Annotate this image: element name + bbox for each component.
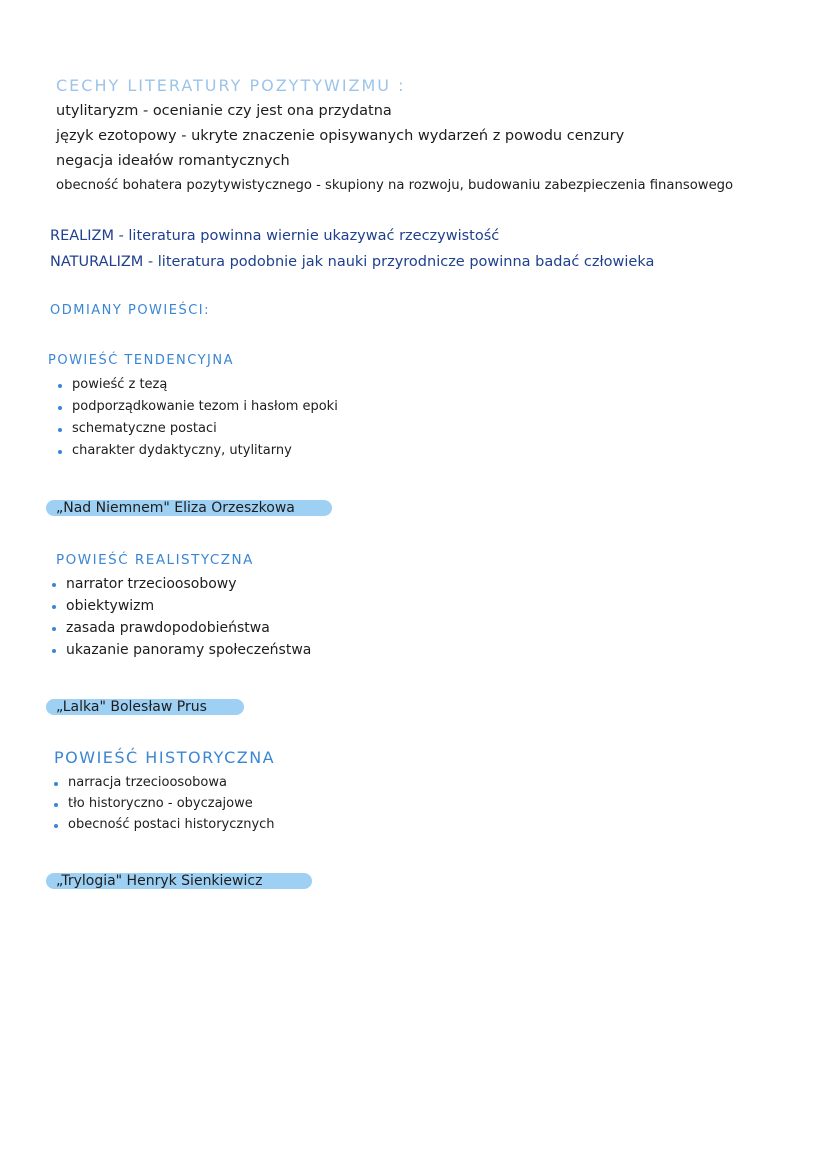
list-item: schematyczne postaci <box>58 421 338 436</box>
list-item: narracja trzecioosobowa <box>54 775 275 790</box>
section-title-tendencyjna: POWIEŚĆ TENDENCYJNA <box>48 353 235 368</box>
list-item: narrator trzecioosobowy <box>52 576 311 592</box>
list-item: charakter dydaktyczny, utylitarny <box>58 443 338 458</box>
list-item: ukazanie panoramy społeczeństwa <box>52 642 311 658</box>
list-item: zasada prawdopodobieństwa <box>52 620 311 636</box>
example-highlight-trylogia: „Trylogia" Henryk Sienkiewicz <box>46 873 312 889</box>
feature-line-4: obecność bohatera pozytywistycznego - skupiony na rozwoju, budowaniu zabezpieczenia finansowego <box>56 178 734 193</box>
bullet-list-tendencyjna <box>58 377 338 458</box>
bullet-list-realistyczna <box>52 576 311 658</box>
section-title-realistyczna: POWIEŚĆ REALISTYCZNA <box>56 552 254 568</box>
example-highlight-nad-niemnem: „Nad Niemnem" Eliza Orzeszkowa <box>46 500 332 516</box>
list-item: obiektywizm <box>52 598 311 614</box>
page-title: CECHY LITERATURY POZYTYWIZMU : <box>56 76 406 95</box>
list-item: podporządkowanie tezom i hasłom epoki <box>58 399 338 414</box>
varieties-heading: ODMIANY POWIEŚCI: <box>50 303 211 318</box>
definition-realism: REALIZM - literatura powinna wiernie ukazywać rzeczywistość <box>50 228 500 244</box>
feature-line-2: język ezotopowy - ukryte znaczenie opisywanych wydarzeń z powodu cenzury <box>56 128 625 144</box>
list-item: powieść z tezą <box>58 377 338 392</box>
example-highlight-lalka: „Lalka" Bolesław Prus <box>46 699 244 715</box>
list-item: obecność postaci historycznych <box>54 817 275 832</box>
section-title-historyczna: POWIEŚĆ HISTORYCZNA <box>54 748 276 767</box>
definition-naturalism: NATURALIZM - literatura podobnie jak nauki przyrodnicze powinna badać człowieka <box>50 254 655 270</box>
feature-line-3: negacja ideałów romantycznych <box>56 153 290 169</box>
list-item: tło historyczno - obyczajowe <box>54 796 275 811</box>
feature-line-1: utylitaryzm - ocenianie czy jest ona przydatna <box>56 103 392 119</box>
bullet-list-historyczna <box>54 775 275 832</box>
